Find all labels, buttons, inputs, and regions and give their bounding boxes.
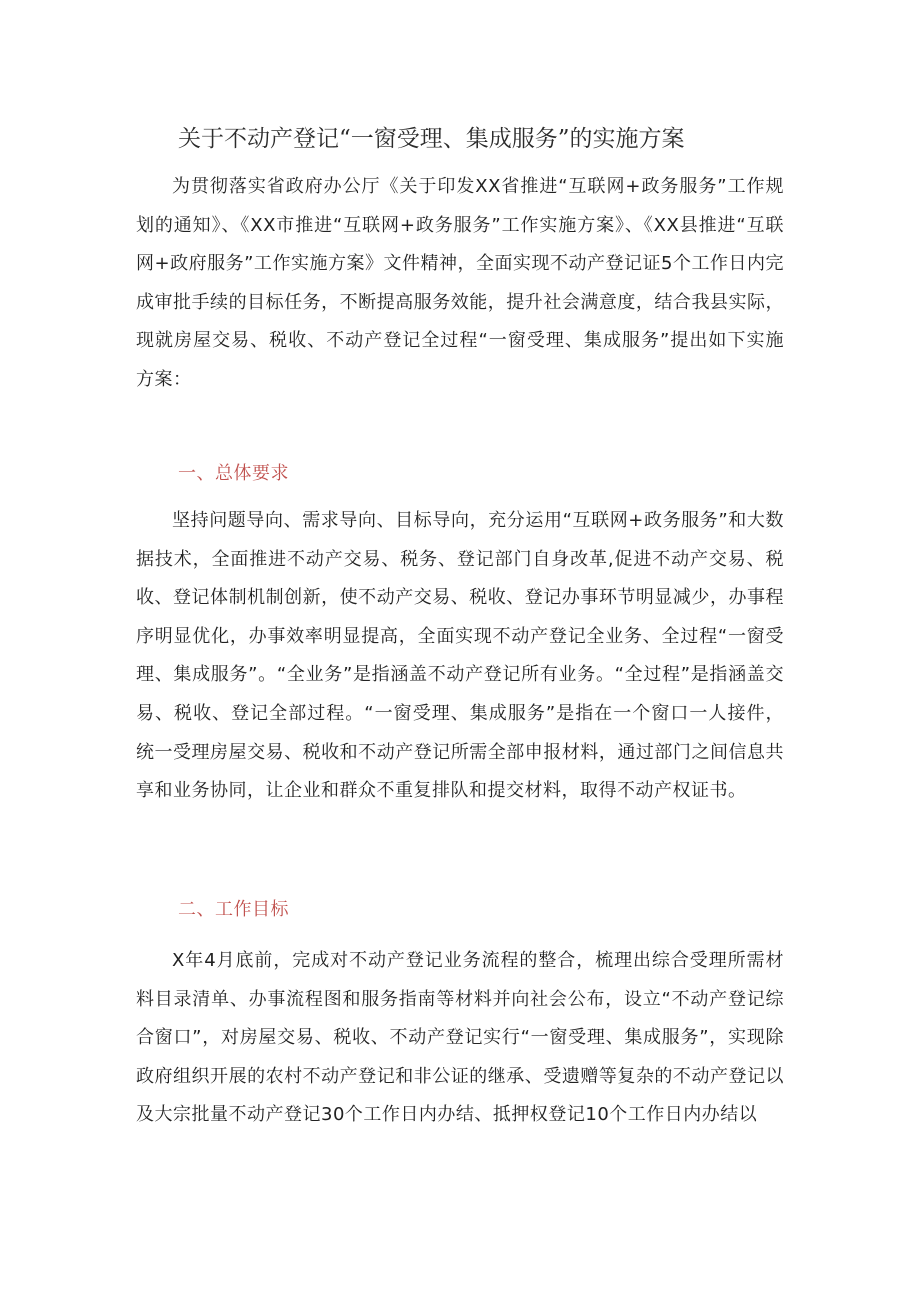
section-heading-work-goals: 二、工作目标 [178, 899, 289, 920]
general-requirements-paragraph: 坚持问题导向、需求导向、目标导向，充分运用“互联网+政务服务”和大数据技术，全面推进不动产交易、税务、登记部门自身改革,促进不动产交易、税收、登记体制机制创新，使不动产交易、税收、登记办事环节明显减少，办事程序明显优化，办事效率明显提高，全面实现不动产登记全业务、全过程“一窗受理、集成服务”。“全业务”是指涵盖不动产登记所有业务。“全过程”是指涵盖交易、税收、登记全部过程。“一窗受理、集成服务”是指在一个窗口一人接件，统一受理房屋交易、税收和不动产登记所需全部申报材料，通过部门之间信息共享和业务协同，让企业和群众不重复排队和提交材料，取得不动产权证书。 [136, 510, 784, 802]
work-goals-paragraph: X年4月底前，完成对不动产登记业务流程的整合，梳理出综合受理所需材料目录清单、办事流程图和服务指南等材料并向社会公布，设立“不动产登记综合窗口”，对房屋交易、税收、不动产登记实行“一窗受理、集成服务”，实现除政府组织开展的农村不动产登记和非公证的继承、受遗赠等复杂的不动产登记以及大宗批量不动产登记30个工作日内办结、抵押权登记10个工作日内办结以 [136, 950, 784, 1126]
section-heading-general-requirements: 一、总体要求 [178, 463, 289, 484]
intro-paragraph: 为贯彻落实省政府办公厅《关于印发XX省推进“互联网+政务服务”工作规划的通知》、《XX市推进“互联网+政务服务”工作实施方案》、《XX县推进“互联网+政府服务”工作实施方案》文件精神，全面实现不动产登记证5个工作日内完成审批手续的目标任务，不断提高服务效能，提升社会满意度，结合我县实际，现就房屋交易、税收、不动产登记全过程“一窗受理、集成服务”提出如下实施方案： [136, 176, 784, 390]
document-title: 关于不动产登记“一窗受理、集成服务”的实施方案 [178, 126, 685, 152]
